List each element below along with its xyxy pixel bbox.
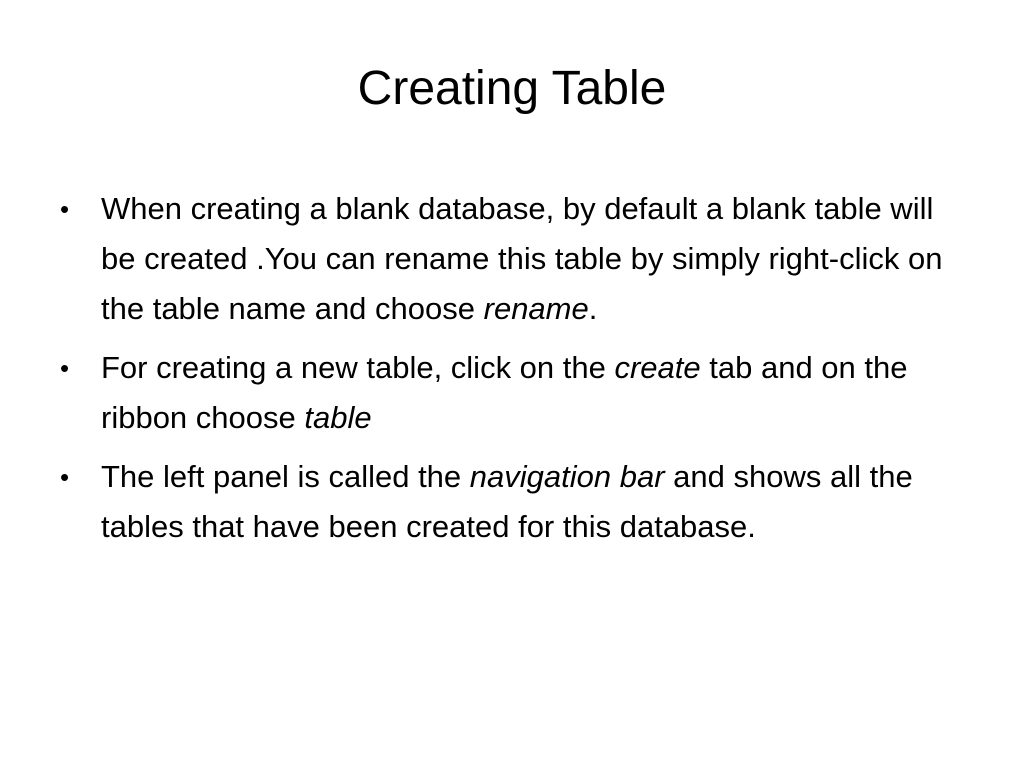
text-segment: The left panel is called the: [101, 459, 470, 494]
slide-title: Creating Table: [357, 62, 667, 115]
emphasis-create: create: [614, 350, 701, 385]
bullet-item-create-tab: [56, 343, 966, 443]
bullet-marker: •: [60, 462, 70, 492]
text-segment: When creating a blank database, by default a blank table will be created .You can rename this table by simply right-click on the table name and choose: [101, 191, 943, 326]
bullet-marker: •: [60, 353, 70, 383]
emphasis-navigation-bar: navigation bar: [469, 459, 665, 494]
bullet-list: [56, 184, 966, 561]
bullet-text: [101, 459, 913, 544]
bullet-text: [101, 191, 942, 326]
emphasis-rename: rename: [483, 291, 589, 326]
emphasis-table: table: [304, 400, 372, 435]
bullet-item-blank-database: [56, 184, 966, 334]
text-segment: .: [588, 291, 598, 326]
bullet-item-navigation-bar: [56, 452, 966, 552]
bullet-text: [101, 350, 908, 435]
bullet-marker: •: [60, 194, 70, 224]
text-segment: tab and on the ribbon choose: [101, 350, 908, 435]
text-segment: and shows all the tables that have been created for this database.: [101, 459, 913, 544]
text-segment: For creating a new table, click on the: [101, 350, 615, 385]
